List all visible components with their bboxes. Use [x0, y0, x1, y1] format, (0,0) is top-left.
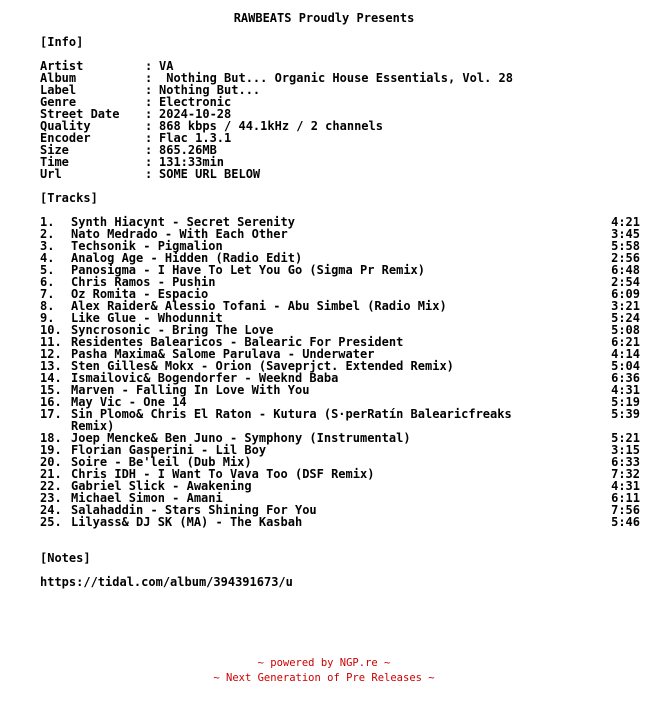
- info-key: Time: [40, 155, 69, 169]
- track-number: 12.: [40, 347, 62, 361]
- track-title-continuation: Remix): [71, 419, 115, 433]
- track-title: May Vic - One 14: [71, 395, 187, 409]
- info-value: VA: [159, 59, 174, 73]
- track-duration: 5:04: [611, 359, 640, 373]
- track-title: Michael Simon - Amani: [71, 491, 223, 505]
- tracks-section-label: [Tracks]: [40, 191, 98, 205]
- track-title: Techsonik - Pigmalion: [71, 239, 223, 253]
- info-value: SOME URL BELOW: [159, 167, 261, 181]
- track-duration: 5:21: [611, 431, 640, 445]
- track-duration: 6:33: [611, 455, 640, 469]
- track-number: 1.: [40, 215, 55, 229]
- track-title: Soire - Be'leil (Dub Mix): [71, 455, 252, 469]
- info-key: Size: [40, 143, 69, 157]
- track-title: Salahaddin - Stars Shining For You: [71, 503, 317, 517]
- track-title: Florian Gasperini - Lil Boy: [71, 443, 267, 457]
- info-separator: :: [145, 71, 153, 85]
- track-duration: 5:46: [611, 515, 640, 529]
- track-number: 13.: [40, 359, 62, 373]
- track-duration: 5:19: [611, 395, 640, 409]
- info-separator: :: [145, 95, 153, 109]
- notes-url[interactable]: https://tidal.com/album/394391673/u: [40, 575, 293, 589]
- info-key: Quality: [40, 119, 91, 133]
- track-number: 3.: [40, 239, 55, 253]
- track-title: Chris Ramos - Pushin: [71, 275, 216, 289]
- track-duration: 7:32: [611, 467, 640, 481]
- info-value: 868 kbps / 44.1kHz / 2 channels: [159, 119, 383, 133]
- track-title: Pasha Maxima& Salome Parulava - Underwater: [71, 347, 375, 361]
- info-separator: :: [145, 167, 153, 181]
- track-number: 5.: [40, 263, 55, 277]
- track-duration: 5:39: [611, 407, 640, 421]
- track-number: 7.: [40, 287, 55, 301]
- track-number: 4.: [40, 251, 55, 265]
- track-number: 23.: [40, 491, 62, 505]
- info-key: Genre: [40, 95, 77, 109]
- info-key: Street Date: [40, 107, 120, 121]
- footer-powered-by[interactable]: ~ powered by NGP.re ~: [257, 657, 391, 669]
- track-duration: 6:48: [611, 263, 640, 277]
- info-value: 131:33min: [159, 155, 225, 169]
- track-title: Sin Plomo& Chris El Raton - Kutura (S·perRatín Balearicfreaks: [71, 407, 512, 421]
- track-number: 10.: [40, 323, 62, 337]
- track-title: Joep Mencke& Ben Juno - Symphony (Instrumental): [71, 431, 411, 445]
- track-duration: 4:21: [611, 215, 640, 229]
- info-separator: :: [145, 143, 153, 157]
- track-number: 11.: [40, 335, 62, 349]
- track-title: Chris IDH - I Want To Vava Too (DSF Remix): [71, 467, 375, 481]
- info-separator: :: [145, 119, 153, 133]
- track-duration: 6:36: [611, 371, 640, 385]
- track-duration: 6:21: [611, 335, 640, 349]
- track-duration: 3:45: [611, 227, 640, 241]
- track-duration: 2:54: [611, 275, 640, 289]
- track-duration: 2:56: [611, 251, 640, 265]
- track-title: Lilyass& DJ SK (MA) - The Kasbah: [71, 515, 303, 529]
- track-title: Ismailovic& Bogendorfer - Weeknd Baba: [71, 371, 339, 385]
- info-value: Flac 1.3.1: [159, 131, 232, 145]
- info-separator: :: [145, 155, 153, 169]
- track-duration: 5:24: [611, 311, 640, 325]
- info-key: Url: [40, 167, 62, 181]
- info-separator: :: [145, 107, 153, 121]
- track-title: Syncrosonic - Bring The Love: [71, 323, 274, 337]
- info-value: Electronic: [159, 95, 232, 109]
- track-title: Marven - Falling In Love With You: [71, 383, 310, 397]
- track-title: Analog Age - Hidden (Radio Edit): [71, 251, 303, 265]
- track-number: 18.: [40, 431, 62, 445]
- info-value: 2024-10-28: [159, 107, 232, 121]
- track-duration: 6:09: [611, 287, 640, 301]
- info-key: Artist: [40, 59, 84, 73]
- info-key: Label: [40, 83, 77, 97]
- info-key: Album: [40, 71, 77, 85]
- track-number: 19.: [40, 443, 62, 457]
- track-title: Like Glue - Whodunnit: [71, 311, 223, 325]
- track-duration: 5:08: [611, 323, 640, 337]
- track-number: 22.: [40, 479, 62, 493]
- info-value: Nothing But... Organic House Essentials, Vol. 28: [159, 71, 514, 85]
- track-number: 15.: [40, 383, 62, 397]
- release-header: RAWBEATS Proudly Presents: [233, 11, 415, 25]
- track-row: [40, 408, 640, 420]
- track-duration: 7:56: [611, 503, 640, 517]
- track-title: Nato Medrado - With Each Other: [71, 227, 288, 241]
- info-separator: :: [145, 59, 153, 73]
- track-number: 16.: [40, 395, 62, 409]
- track-number: 24.: [40, 503, 62, 517]
- track-duration: 6:11: [611, 491, 640, 505]
- track-title: Residentes Balearicos - Balearic For President: [71, 335, 404, 349]
- info-separator: :: [145, 131, 153, 145]
- track-duration: 4:31: [611, 479, 640, 493]
- track-duration: 3:15: [611, 443, 640, 457]
- info-section-label: [Info]: [40, 35, 84, 49]
- track-title: Panosigma - I Have To Let You Go (Sigma Pr Remix): [71, 263, 426, 277]
- track-title: Oz Romita - Espacio: [71, 287, 209, 301]
- footer-tagline: ~ Next Generation of Pre Releases ~: [213, 672, 435, 684]
- track-number: 20.: [40, 455, 62, 469]
- track-row: [40, 516, 640, 528]
- track-duration: 4:31: [611, 383, 640, 397]
- track-title: Synth Hiacynt - Secret Serenity: [71, 215, 295, 229]
- track-number: 17.: [40, 407, 62, 421]
- notes-section-label: [Notes]: [40, 551, 91, 565]
- track-title: Sten Gilles& Mokx - Orion (Saveprjct. Extended Remix): [71, 359, 454, 373]
- track-number: 2.: [40, 227, 55, 241]
- track-number: 25.: [40, 515, 62, 529]
- info-key: Encoder: [40, 131, 91, 145]
- track-duration: 5:58: [611, 239, 640, 253]
- track-number: 8.: [40, 299, 55, 313]
- track-duration: 3:21: [611, 299, 640, 313]
- info-separator: :: [145, 83, 153, 97]
- track-number: 6.: [40, 275, 55, 289]
- track-title: Gabriel Slick - Awakening: [71, 479, 252, 493]
- track-duration: 4:14: [611, 347, 640, 361]
- track-number: 9.: [40, 311, 55, 325]
- info-value: Nothing But...: [159, 83, 261, 97]
- info-value: 865.26MB: [159, 143, 217, 157]
- track-number: 21.: [40, 467, 62, 481]
- track-number: 14.: [40, 371, 62, 385]
- track-title: Alex Raider& Alessio Tofani - Abu Simbel (Radio Mix): [71, 299, 447, 313]
